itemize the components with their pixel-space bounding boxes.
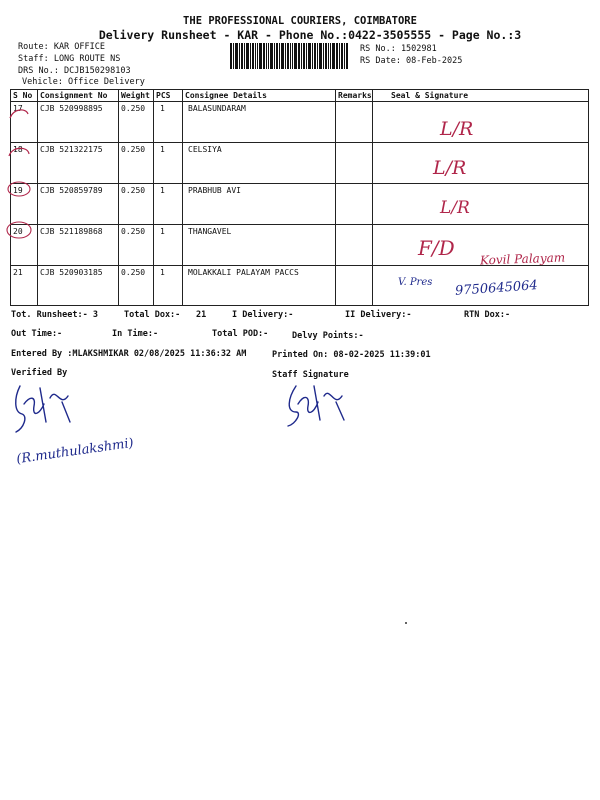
col-header-remarks: Remarks xyxy=(336,90,373,102)
cell-sno: 20 xyxy=(11,225,38,266)
table-header-row xyxy=(11,90,589,102)
cell-consignment: CJB 521189868 xyxy=(38,225,119,266)
rtn-dox-label: RTN Dox:- xyxy=(464,310,511,320)
handwriting-row18: L/R xyxy=(433,157,467,179)
cell-signature xyxy=(373,143,589,184)
staff-label: Staff: LONG ROUTE NS xyxy=(18,54,121,64)
handwriting-row19: L/R xyxy=(440,198,470,218)
cell-remarks xyxy=(336,102,373,143)
ii-delivery-label: II Delivery:- xyxy=(345,310,412,320)
cell-weight: 0.250 xyxy=(119,184,154,225)
cell-consignee: MOLAKKALI PALAYAM PACCS xyxy=(183,266,336,306)
cell-consignee: BALASUNDARAM xyxy=(183,102,336,143)
cell-sno: 21 xyxy=(11,266,38,306)
cell-consignment: CJB 520998895 xyxy=(38,102,119,143)
cell-sno: 19 xyxy=(11,184,38,225)
company-title: THE PROFESSIONAL COURIERS, COIMBATORE xyxy=(183,15,417,27)
out-time-label: Out Time:- xyxy=(11,329,63,339)
cell-remarks xyxy=(336,184,373,225)
cell-pcs: 1 xyxy=(154,225,183,266)
rs-number: RS No.: 1502981 xyxy=(360,44,437,54)
cell-remarks xyxy=(336,266,373,306)
cell-consignment: CJB 520859789 xyxy=(38,184,119,225)
col-header-signature: Seal & Signature xyxy=(373,90,589,102)
cell-sno: 18 xyxy=(11,143,38,184)
runsheet-title: Delivery Runsheet - KAR - Phone No.:0422-3505555 - Page No.:3 xyxy=(98,28,522,42)
cell-consignee: PRABHUB AVI xyxy=(183,184,336,225)
speck xyxy=(405,622,407,624)
cell-consignee: THANGAVEL xyxy=(183,225,336,266)
verifier-name: (R.muthulakshmi) xyxy=(15,435,135,468)
in-time-label: In Time:- xyxy=(112,329,159,339)
total-dox-value: 21 xyxy=(196,310,207,320)
rs-date: RS Date: 08-Feb-2025 xyxy=(360,56,463,66)
cell-pcs: 1 xyxy=(154,102,183,143)
cell-consignment: CJB 521322175 xyxy=(38,143,119,184)
total-dox-label: Total Dox:- xyxy=(124,310,181,320)
barcode-image xyxy=(230,43,348,69)
cell-pcs: 1 xyxy=(154,143,183,184)
table-row xyxy=(11,143,589,184)
col-header-sno: S No xyxy=(11,90,38,102)
cell-remarks xyxy=(336,225,373,266)
verified-by-label: Verified By xyxy=(11,368,68,378)
runsheet-table xyxy=(10,89,589,306)
i-delivery-label: I Delivery:- xyxy=(232,310,294,320)
col-header-weight: Weight xyxy=(119,90,154,102)
cell-signature xyxy=(373,184,589,225)
cell-pcs: 1 xyxy=(154,266,183,306)
drs-number: DRS No.: DCJB150298103 xyxy=(18,66,131,76)
delvy-points-label: Delvy Points:- xyxy=(292,331,364,341)
total-pod-label: Total POD:- xyxy=(212,329,269,339)
staff-signature xyxy=(280,380,360,432)
tot-runsheet: Tot. Runsheet:- 3 xyxy=(11,310,98,320)
handwriting-row20: F/D xyxy=(418,236,455,260)
route-label: Route: KAR OFFICE xyxy=(18,42,105,52)
handwriting-row21-name: V. Pres xyxy=(398,277,433,288)
cell-signature xyxy=(373,102,589,143)
cell-weight: 0.250 xyxy=(119,143,154,184)
cell-weight: 0.250 xyxy=(119,266,154,306)
cell-remarks xyxy=(336,143,373,184)
handwriting-row21-phone: 9750645064 xyxy=(454,278,539,299)
col-header-consignment: Consignment No xyxy=(38,90,119,102)
entered-by: Entered By :MLAKSHMIKAR 02/08/2025 11:36:32 AM xyxy=(11,349,247,359)
staff-signature-label: Staff Signature xyxy=(272,370,349,380)
table-row xyxy=(11,184,589,225)
vehicle-label: Vehicle: Office Delivery xyxy=(22,77,145,87)
handwriting-row20-place: Kovil Palayam xyxy=(479,250,566,268)
cell-weight: 0.250 xyxy=(119,102,154,143)
table-row xyxy=(11,102,589,143)
cell-pcs: 1 xyxy=(154,184,183,225)
handwriting-row17: L/R xyxy=(440,118,474,140)
cell-consignment: CJB 520903185 xyxy=(38,266,119,306)
row-tick-marks xyxy=(4,100,36,250)
cell-sno: 17 xyxy=(11,102,38,143)
col-header-consignee: Consignee Details xyxy=(183,90,336,102)
col-header-pcs: PCS xyxy=(154,90,183,102)
printed-on: Printed On: 08-02-2025 11:39:01 xyxy=(272,350,431,360)
cell-consignee: CELSIYA xyxy=(183,143,336,184)
verifier-signature xyxy=(10,378,90,436)
cell-weight: 0.250 xyxy=(119,225,154,266)
